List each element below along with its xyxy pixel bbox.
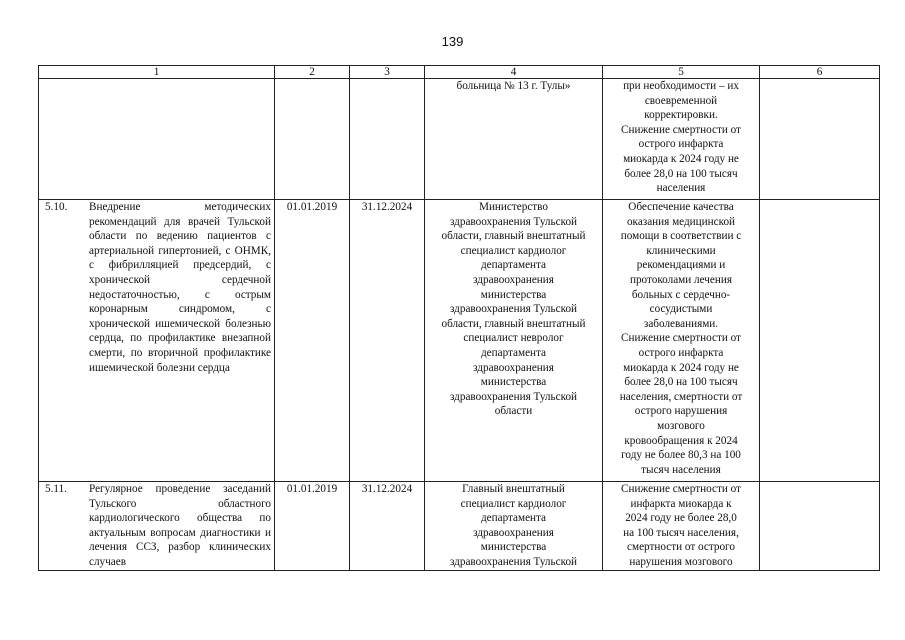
activity-text: Регулярное проведение заседаний Тульского областного кардиологического общества по актуальным вопросам диагностики и лечения ССЗ, разбор клинических случаев bbox=[89, 483, 271, 568]
start-date-cell: 01.01.2019 bbox=[275, 200, 350, 482]
column-header: 1 bbox=[39, 66, 275, 79]
table-row-continuation bbox=[39, 79, 880, 200]
column-header: 2 bbox=[275, 66, 350, 79]
end-date-cell: 31.12.2024 bbox=[350, 482, 425, 571]
page-number: 139 bbox=[441, 34, 464, 49]
result-cell: Обеспечение качества оказания медицинской помощи в соответствии с клиническими рекомендациями и протоколами лечения больных с сердечно- сосудистыми заболеваниями. Снижение смертности от острого инфаркта миокарда к 2024 году не более 28,0 на 100 тысяч населения, смертности от острого нарушения мозгового кровообращения к 2024 году не более 80,3 на 100 тысяч населения bbox=[603, 200, 760, 482]
table-row-5-10 bbox=[39, 200, 880, 482]
responsible-cell: больница № 13 г. Тулы» bbox=[425, 79, 603, 200]
responsible-cell: Министерство здравоохранения Тульской области, главный внештатный специалист кардиолог департамента здравоохранения министерства здравоохранения Тульской области, главный внештатный специалист невролог департамента здравоохранения министерства здравоохранения Тульской области bbox=[425, 200, 603, 482]
action-plan-table bbox=[38, 65, 880, 571]
note-cell bbox=[760, 200, 880, 482]
start-date-cell bbox=[275, 79, 350, 200]
column-header: 3 bbox=[350, 66, 425, 79]
result-cell: при необходимости – их своевременной корректировки. Снижение смертности от острого инфаркта миокарда к 2024 году не более 28,0 на 100 тысяч населения bbox=[603, 79, 760, 200]
column-header: 6 bbox=[760, 66, 880, 79]
responsible-cell: Главный внештатный специалист кардиолог департамента здравоохранения министерства здравоохранения Тульской bbox=[425, 482, 603, 571]
item-number: 5.10. bbox=[45, 201, 68, 213]
activity-cell bbox=[39, 79, 275, 200]
end-date-cell: 31.12.2024 bbox=[350, 200, 425, 482]
result-cell: Снижение смертности от инфаркта миокарда к 2024 году не более 28,0 на 100 тысяч населения, смертности от острого нарушения мозгового bbox=[603, 482, 760, 571]
activity-text: Внедрение методических рекомендаций для врачей Тульской области по ведению пациентов с артериальной гипертонией, с ОНМК, с фибрилляцией предсердий, с хронической сердечной недостаточностью, с острым коронарным синдромом, с хронической ишемической болезнью сердца, по профилактике внезапной смерти, по вторичной профилактике ишемической болезни сердца bbox=[89, 201, 271, 374]
end-date-cell bbox=[350, 79, 425, 200]
table-row-5-11 bbox=[39, 482, 880, 571]
activity-cell bbox=[39, 482, 275, 571]
column-header: 5 bbox=[603, 66, 760, 79]
item-number: 5.11. bbox=[45, 483, 67, 495]
column-number-header bbox=[39, 66, 880, 79]
note-cell bbox=[760, 482, 880, 571]
column-header: 4 bbox=[425, 66, 603, 79]
note-cell bbox=[760, 79, 880, 200]
activity-cell bbox=[39, 200, 275, 482]
start-date-cell: 01.01.2019 bbox=[275, 482, 350, 571]
